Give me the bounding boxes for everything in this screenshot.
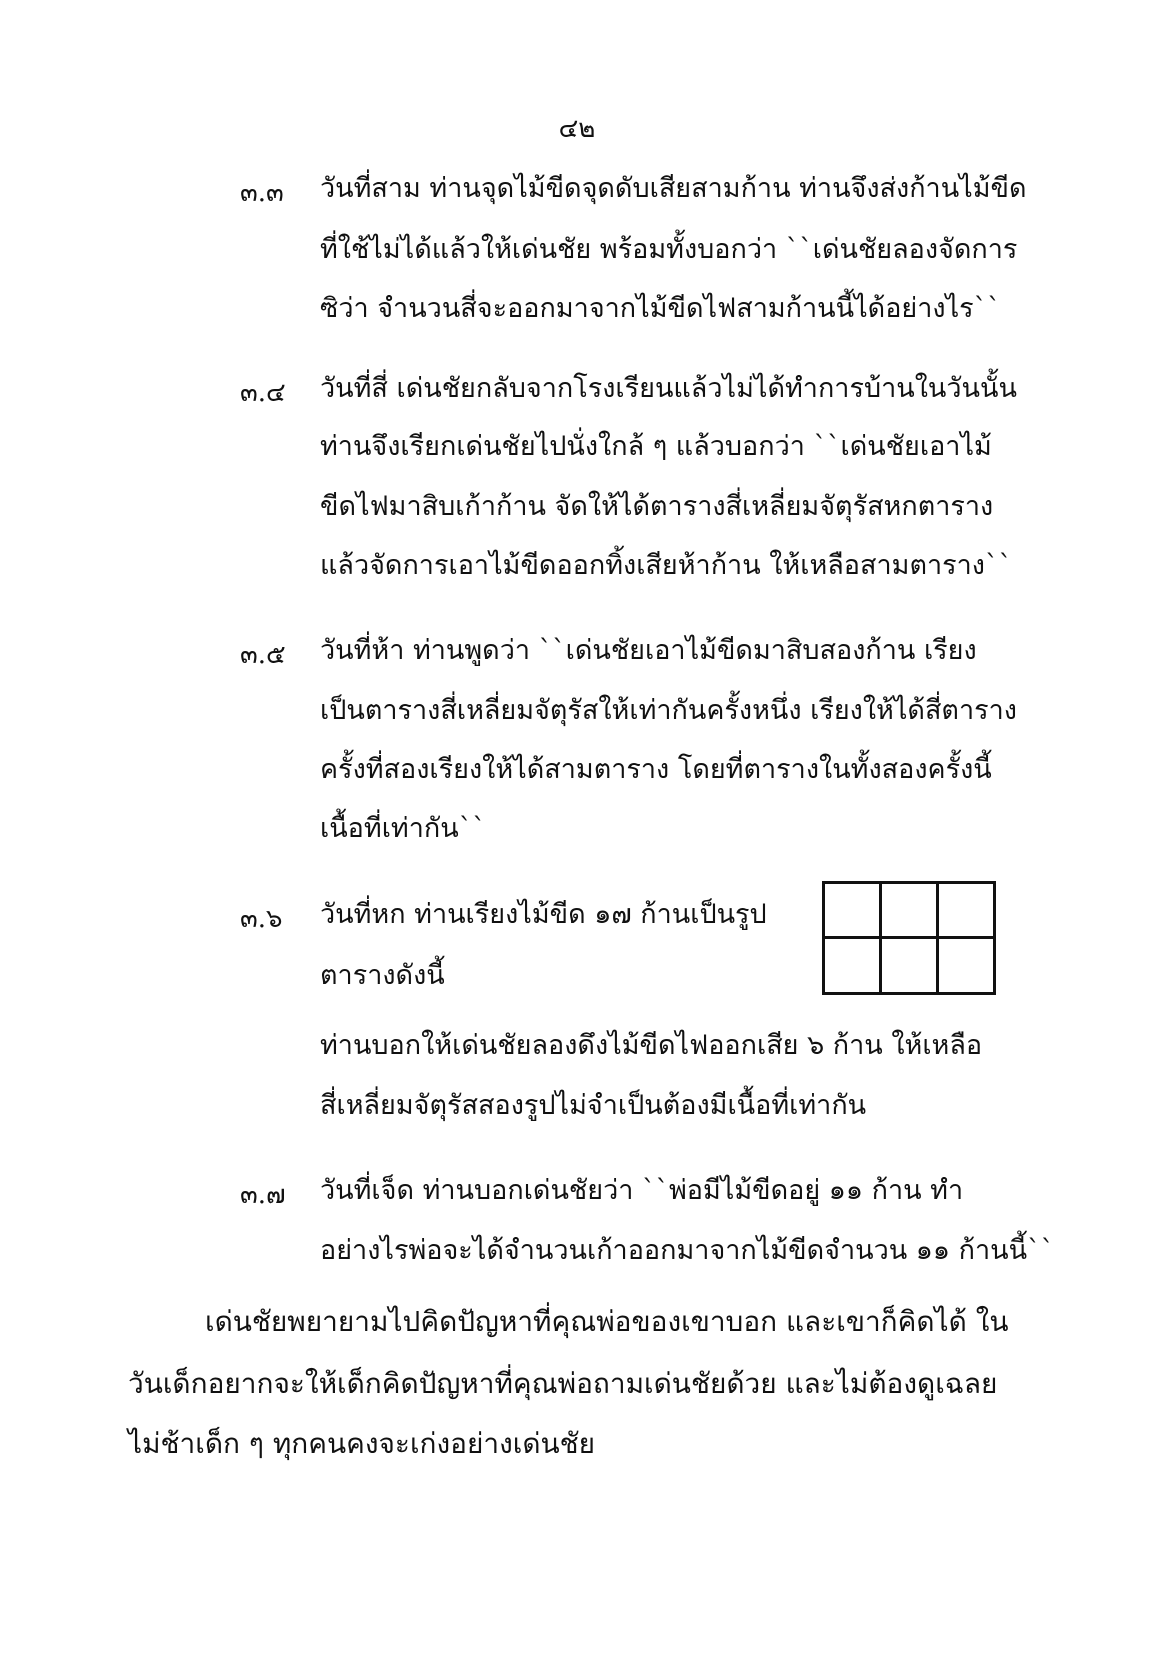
item-number: ๓.๖ <box>240 904 283 934</box>
item-line: ซิว่า จำนวนสี่จะออกมาจากไม้ขีดไฟสามก้านนี้ได้อย่างไร`` <box>320 293 1001 324</box>
paragraph-line: เด่นชัยพยายามไปคิดปัญหาที่คุณพ่อของเขาบอก และเขาก็คิดได้ ใน <box>205 1305 1009 1338</box>
paragraph-line: ไม่ช้าเด็ก ๆ ทุกคนคงจะเก่งอย่างเด่นชัย <box>128 1427 596 1460</box>
item-number: ๓.๗ <box>240 1180 286 1210</box>
item-line: อย่างไรพ่อจะได้จำนวนเก้าออกมาจากไม้ขีดจำนวน ๑๑ ก้านนี้`` <box>320 1235 1055 1266</box>
item-number: ๓.๕ <box>240 640 286 670</box>
item-number: ๓.๔ <box>240 378 286 408</box>
item-line: ครั้งที่สองเรียงให้ได้สามตาราง โดยที่ตารางในทั้งสองครั้งนี้ <box>320 754 992 785</box>
item-line: แล้วจัดการเอาไม้ขีดออกทิ้งเสียห้าก้าน ให้เหลือสามตาราง`` <box>320 550 1012 581</box>
item-line: ท่านจึงเรียกเด่นชัยไปนั่งใกล้ ๆ แล้วบอกว่า ``เด่นชัยเอาไม้ <box>320 431 992 462</box>
item-line: วันที่เจ็ด ท่านบอกเด่นชัยว่า ``พ่อมีไม้ขีดอยู่ ๑๑ ก้าน ทำ <box>320 1175 964 1206</box>
item-line: ขีดไฟมาสิบเก้าก้าน จัดให้ได้ตารางสี่เหลี่ยมจัตุรัสหกตาราง <box>320 491 994 522</box>
item-line: ตารางดังนี้ <box>320 960 445 991</box>
item-number: ๓.๓ <box>240 178 284 208</box>
item-line: ท่านบอกให้เด่นชัยลองดึงไม้ขีดไฟออกเสีย ๖ ก้าน ให้เหลือ <box>320 1030 983 1061</box>
item-line: ที่ใช้ไม่ได้แล้วให้เด่นชัย พร้อมทั้งบอกว่า ``เด่นชัยลองจัดการ <box>320 234 1018 265</box>
item-line: เป็นตารางสี่เหลี่ยมจัตุรัสให้เท่ากันครั้งหนึ่ง เรียงให้ได้สี่ตาราง <box>320 695 1017 726</box>
item-line: วันที่สาม ท่านจุดไม้ขีดจุดดับเสียสามก้าน ท่านจึงส่งก้านไม้ขีด <box>320 173 1027 204</box>
item-line: วันที่ห้า ท่านพูดว่า ``เด่นชัยเอาไม้ขีดมาสิบสองก้าน เรียง <box>320 635 977 666</box>
item-line: สี่เหลี่ยมจัตุรัสสองรูปไม่จำเป็นต้องมีเนื้อที่เท่ากัน <box>320 1090 867 1121</box>
item-line: เนื้อที่เท่ากัน`` <box>320 813 486 844</box>
item-line: วันที่สี่ เด่นชัยกลับจากโรงเรียนแล้วไม่ได้ทำการบ้านในวันนั้น <box>320 373 1017 404</box>
item-line: วันที่หก ท่านเรียงไม้ขีด ๑๗ ก้านเป็นรูป <box>320 899 767 930</box>
paragraph-line: วันเด็กอยากจะให้เด็กคิดปัญหาที่คุณพ่อถามเด่นชัยด้วย และไม่ต้องดูเฉลย <box>128 1367 998 1400</box>
grid-divider <box>825 936 993 939</box>
matchstick-grid-figure <box>822 881 996 995</box>
page-number: ๔๒ <box>558 114 596 144</box>
